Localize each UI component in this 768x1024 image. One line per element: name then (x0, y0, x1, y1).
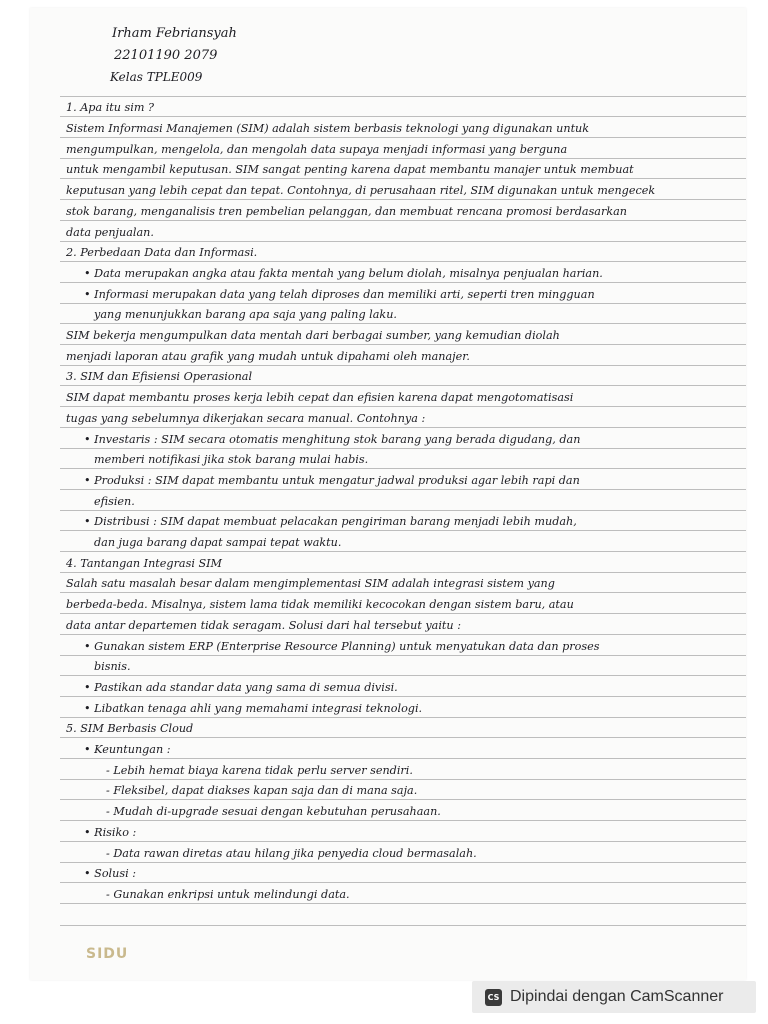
camscanner-icon: CS (485, 989, 502, 1006)
section-heading-4: 4. Tantangan Integrasi SIM (60, 552, 746, 573)
bullet-line: • Gunakan sistem ERP (Enterprise Resource Planning) untuk menyatukan data dan proses (60, 635, 746, 656)
dash-line: - Fleksibel, dapat diakses kapan saja dan di mana saja. (60, 780, 746, 801)
section-heading-3: 3. SIM dan Efisiensi Operasional (60, 366, 746, 387)
text-line: menjadi laporan atau grafik yang mudah untuk dipahami oleh manajer. (60, 345, 746, 366)
bullet-line: • Keuntungan : (60, 738, 746, 759)
text-line: data penjualan. (60, 221, 746, 242)
bullet-line: • Solusi : (60, 863, 746, 884)
text-line: untuk mengambil keputusan. SIM sangat penting karena dapat membantu manajer untuk membuat (60, 159, 746, 180)
dash-line: - Lebih hemat biaya karena tidak perlu server sendiri. (60, 759, 746, 780)
bottom-rule (60, 925, 746, 926)
bullet-line: • Distribusi : SIM dapat membuat pelacakan pengiriman barang menjadi lebih mudah, (60, 511, 746, 532)
dash-line: - Gunakan enkripsi untuk melindungi data. (60, 883, 746, 904)
dash-line: - Mudah di-upgrade sesuai dengan kebutuhan perusahaan. (60, 801, 746, 822)
text-line: tugas yang sebelumnya dikerjakan secara manual. Contohnya : (60, 407, 746, 428)
class-code: Kelas TPLE009 (110, 70, 203, 84)
bullet-line: • Risiko : (60, 821, 746, 842)
camscanner-text: Dipindai dengan CamScanner (510, 988, 724, 1005)
bullet-line: • Investaris : SIM secara otomatis menghitung stok barang yang berada digudang, dan (60, 428, 746, 449)
text-line: efisien. (60, 490, 746, 511)
text-line: yang menunjukkan barang apa saja yang paling laku. (60, 304, 746, 325)
paper-brand-logo: SIDU (86, 946, 129, 962)
bullet-line: • Libatkan tenaga ahli yang memahami integrasi teknologi. (60, 697, 746, 718)
bullet-line: • Data merupakan angka atau fakta mentah yang belum diolah, misalnya penjualan harian. (60, 262, 746, 283)
text-line: berbeda-beda. Misalnya, sistem lama tidak memiliki kecocokan dengan sistem baru, atau (60, 594, 746, 615)
bullet-line: • Informasi merupakan data yang telah diproses dan memiliki arti, seperti tren mingguan (60, 283, 746, 304)
text-line: mengumpulkan, mengelola, dan mengolah data supaya menjadi informasi yang berguna (60, 138, 746, 159)
section-heading-2: 2. Perbedaan Data dan Informasi. (60, 242, 746, 263)
text-line: stok barang, menganalisis tren pembelian pelanggan, dan membuat rencana promosi berdasarkan (60, 200, 746, 221)
author-name: Irham Febriansyah (112, 26, 237, 41)
dash-line: - Data rawan diretas atau hilang jika penyedia cloud bermasalah. (60, 842, 746, 863)
section-heading-5: 5. SIM Berbasis Cloud (60, 718, 746, 739)
text-line: dan juga barang dapat sampai tepat waktu. (60, 531, 746, 552)
text-line: Sistem Informasi Manajemen (SIM) adalah sistem berbasis teknologi yang digunakan untuk (60, 117, 746, 138)
text-line: Salah satu masalah besar dalam mengimplementasi SIM adalah integrasi sistem yang (60, 573, 746, 594)
camscanner-watermark (472, 981, 756, 1013)
notebook-page (30, 8, 746, 980)
text-line: data antar departemen tidak seragam. Solusi dari hal tersebut yaitu : (60, 614, 746, 635)
text-line: SIM dapat membantu proses kerja lebih cepat dan efisien karena dapat mengotomatisasi (60, 387, 746, 408)
student-id: 22101190 2079 (114, 48, 218, 63)
bullet-line: • Pastikan ada standar data yang sama di semua divisi. (60, 676, 746, 697)
text-line: keputusan yang lebih cepat dan tepat. Contohnya, di perusahaan ritel, SIM digunakan untuk mengecek (60, 180, 746, 201)
text-line: memberi notifikasi jika stok barang mulai habis. (60, 449, 746, 470)
bullet-line: • Produksi : SIM dapat membantu untuk mengatur jadwal produksi agar lebih rapi dan (60, 469, 746, 490)
text-line: SIM bekerja mengumpulkan data mentah dari berbagai sumber, yang kemudian diolah (60, 324, 746, 345)
text-line: bisnis. (60, 656, 746, 677)
section-heading-1: 1. Apa itu sim ? (60, 97, 746, 118)
